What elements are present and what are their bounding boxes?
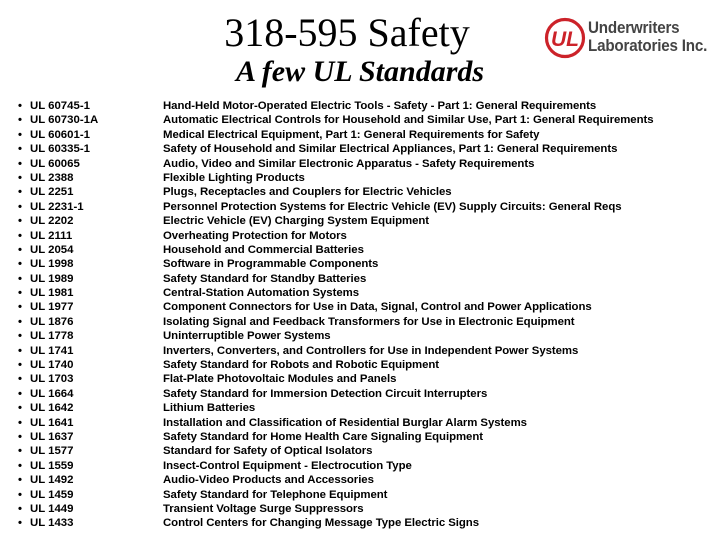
page-subtitle (0, 54, 720, 90)
standard-row (18, 444, 654, 458)
standard-row (18, 473, 654, 487)
standard-row (18, 185, 654, 199)
ul-mark-text: UL (551, 28, 579, 51)
bullet-icon: • (18, 459, 22, 472)
logo-wordmark (588, 19, 718, 55)
bullet-icon: • (18, 128, 22, 141)
standard-title: Safety of Household and Similar Electrical Appliances, Part 1: General Requirements (163, 143, 618, 156)
title-text: 318-595 Safety (224, 10, 470, 55)
standard-code: UL 60601-1 (30, 128, 90, 141)
standard-row (18, 344, 654, 358)
standard-row (18, 113, 654, 127)
standard-row (18, 516, 654, 530)
standard-title: Automatic Electrical Controls for Household and Similar Use, Part 1: General Requirements (163, 114, 654, 127)
standard-row (18, 214, 654, 228)
bullet-icon: • (18, 229, 22, 242)
standard-title: Isolating Signal and Feedback Transformers for Use in Electronic Equipment (163, 315, 575, 328)
standard-title: Flat-Plate Photovoltaic Modules and Panels (163, 373, 397, 386)
standard-row (18, 430, 654, 444)
bullet-icon: • (18, 171, 22, 184)
standard-code: UL 1981 (30, 287, 74, 300)
standard-title: Overheating Protection for Motors (163, 229, 347, 242)
standard-code: UL 60065 (30, 157, 80, 170)
subtitle-text: A few UL Standards (235, 55, 485, 88)
bullet-icon: • (18, 315, 22, 328)
standard-code: UL 2231-1 (30, 200, 84, 213)
standard-code: UL 1449 (30, 502, 74, 515)
standard-code: UL 1642 (30, 402, 74, 415)
standard-code: UL 2388 (30, 171, 74, 184)
standard-row (18, 99, 654, 113)
standard-code: UL 2251 (30, 186, 74, 199)
bullet-icon: • (18, 215, 22, 228)
standard-row (18, 401, 654, 415)
standard-title: Audio-Video Products and Accessories (163, 474, 374, 487)
standard-code: UL 1637 (30, 430, 74, 443)
bullet-icon: • (18, 344, 22, 357)
standard-title: Inverters, Converters, and Controllers for Use in Independent Power Systems (163, 344, 579, 357)
bullet-icon: • (18, 243, 22, 256)
standard-title: Control Centers for Changing Message Type Electric Signs (163, 517, 479, 530)
standard-row (18, 257, 654, 271)
standard-code: UL 1876 (30, 315, 74, 328)
standard-code: UL 1459 (30, 488, 74, 501)
standard-title: Safety Standard for Telephone Equipment (163, 488, 388, 501)
standard-code: UL 1577 (30, 445, 74, 458)
standard-code: UL 1492 (30, 474, 74, 487)
standard-row (18, 416, 654, 430)
standard-title: Safety Standard for Immersion Detection Circuit Interrupters (163, 387, 488, 400)
standard-row (18, 128, 654, 142)
standards-list (18, 99, 654, 531)
standard-title: Flexible Lighting Products (163, 171, 305, 184)
standard-row (18, 372, 654, 386)
standard-code: UL 1998 (30, 258, 74, 271)
bullet-icon: • (18, 114, 22, 127)
standard-code: UL 2111 (30, 229, 73, 242)
standard-title: Plugs, Receptacles and Couplers for Electric Vehicles (163, 186, 452, 199)
standard-title: Personnel Protection Systems for Electric Vehicle (EV) Supply Circuits: General Reqs (163, 200, 622, 213)
bullet-icon: • (18, 474, 22, 487)
standard-title: Central-Station Automation Systems (163, 287, 359, 300)
bullet-icon: • (18, 157, 22, 170)
bullet-icon: • (18, 272, 22, 285)
standard-row (18, 157, 654, 171)
bullet-icon: • (18, 301, 22, 314)
standard-code: UL 1989 (30, 272, 74, 285)
standard-code: UL 1559 (30, 459, 74, 472)
standard-row (18, 315, 654, 329)
standard-code: UL 2054 (30, 243, 74, 256)
standard-title: Safety Standard for Standby Batteries (163, 272, 367, 285)
bullet-icon: • (18, 387, 22, 400)
standard-title: Transient Voltage Surge Suppressors (163, 502, 364, 515)
bullet-icon: • (18, 287, 22, 300)
standard-title: Uninterruptible Power Systems (163, 330, 331, 343)
standard-row (18, 286, 654, 300)
standard-title: Insect-Control Equipment - Electrocution Type (163, 459, 412, 472)
standard-code: UL 1740 (30, 359, 74, 372)
bullet-icon: • (18, 100, 22, 112)
standard-code: UL 60730-1A (30, 114, 99, 127)
standard-row (18, 300, 654, 314)
bullet-icon: • (18, 200, 22, 213)
standard-title: Audio, Video and Similar Electronic Apparatus - Safety Requirements (163, 157, 535, 170)
standard-title: Software in Programmable Components (163, 258, 379, 271)
bullet-icon: • (18, 488, 22, 501)
standard-title: Standard for Safety of Optical Isolators (163, 445, 373, 458)
bullet-icon: • (18, 186, 22, 199)
bullet-icon: • (18, 430, 22, 443)
standard-title: Component Connectors for Use in Data, Signal, Control and Power Applications (163, 301, 592, 314)
standard-row (18, 171, 654, 185)
standard-row (18, 459, 654, 473)
standard-row (18, 329, 654, 343)
standard-code: UL 1641 (30, 416, 74, 429)
bullet-icon: • (18, 373, 22, 386)
standard-code: UL 2202 (30, 215, 74, 228)
standard-code: UL 60335-1 (30, 143, 90, 156)
bullet-icon: • (18, 445, 22, 458)
standard-code: UL 1664 (30, 387, 74, 400)
bullet-icon: • (18, 330, 22, 343)
standard-row (18, 502, 654, 516)
bullet-icon: • (18, 517, 22, 530)
standard-code: UL 1778 (30, 330, 74, 343)
standard-row (18, 142, 654, 156)
standard-title: Safety Standard for Home Health Care Signaling Equipment (163, 430, 483, 443)
standard-title: Medical Electrical Equipment, Part 1: General Requirements for Safety (163, 128, 540, 141)
bullet-icon: • (18, 416, 22, 429)
logo-line-1: Underwriters (588, 19, 680, 37)
standard-title: Installation and Classification of Residential Burglar Alarm Systems (163, 416, 527, 429)
standard-code: UL 1741 (30, 344, 74, 357)
standard-row (18, 387, 654, 401)
standard-title: Household and Commercial Batteries (163, 243, 364, 256)
standard-code: UL 1703 (30, 373, 74, 386)
standard-code: UL 60745-1 (30, 100, 90, 112)
standard-title: Safety Standard for Robots and Robotic Equipment (163, 359, 440, 372)
standard-row (18, 488, 654, 502)
bullet-icon: • (18, 502, 22, 515)
standard-row (18, 229, 654, 243)
logo-line-2: Laboratories Inc. (588, 37, 708, 55)
standard-title: Electric Vehicle (EV) Charging System Equipment (163, 215, 430, 228)
standard-row (18, 200, 654, 214)
standard-title: Hand-Held Motor-Operated Electric Tools - Safety - Part 1: General Requirements (163, 100, 597, 112)
bullet-icon: • (18, 143, 22, 156)
standard-code: UL 1977 (30, 301, 74, 314)
standard-row (18, 358, 654, 372)
bullet-icon: • (18, 258, 22, 271)
standard-row (18, 272, 654, 286)
standard-code: UL 1433 (30, 517, 74, 530)
bullet-icon: • (18, 402, 22, 415)
bullet-icon: • (18, 359, 22, 372)
standard-title: Lithium Batteries (163, 402, 256, 415)
standard-row (18, 243, 654, 257)
